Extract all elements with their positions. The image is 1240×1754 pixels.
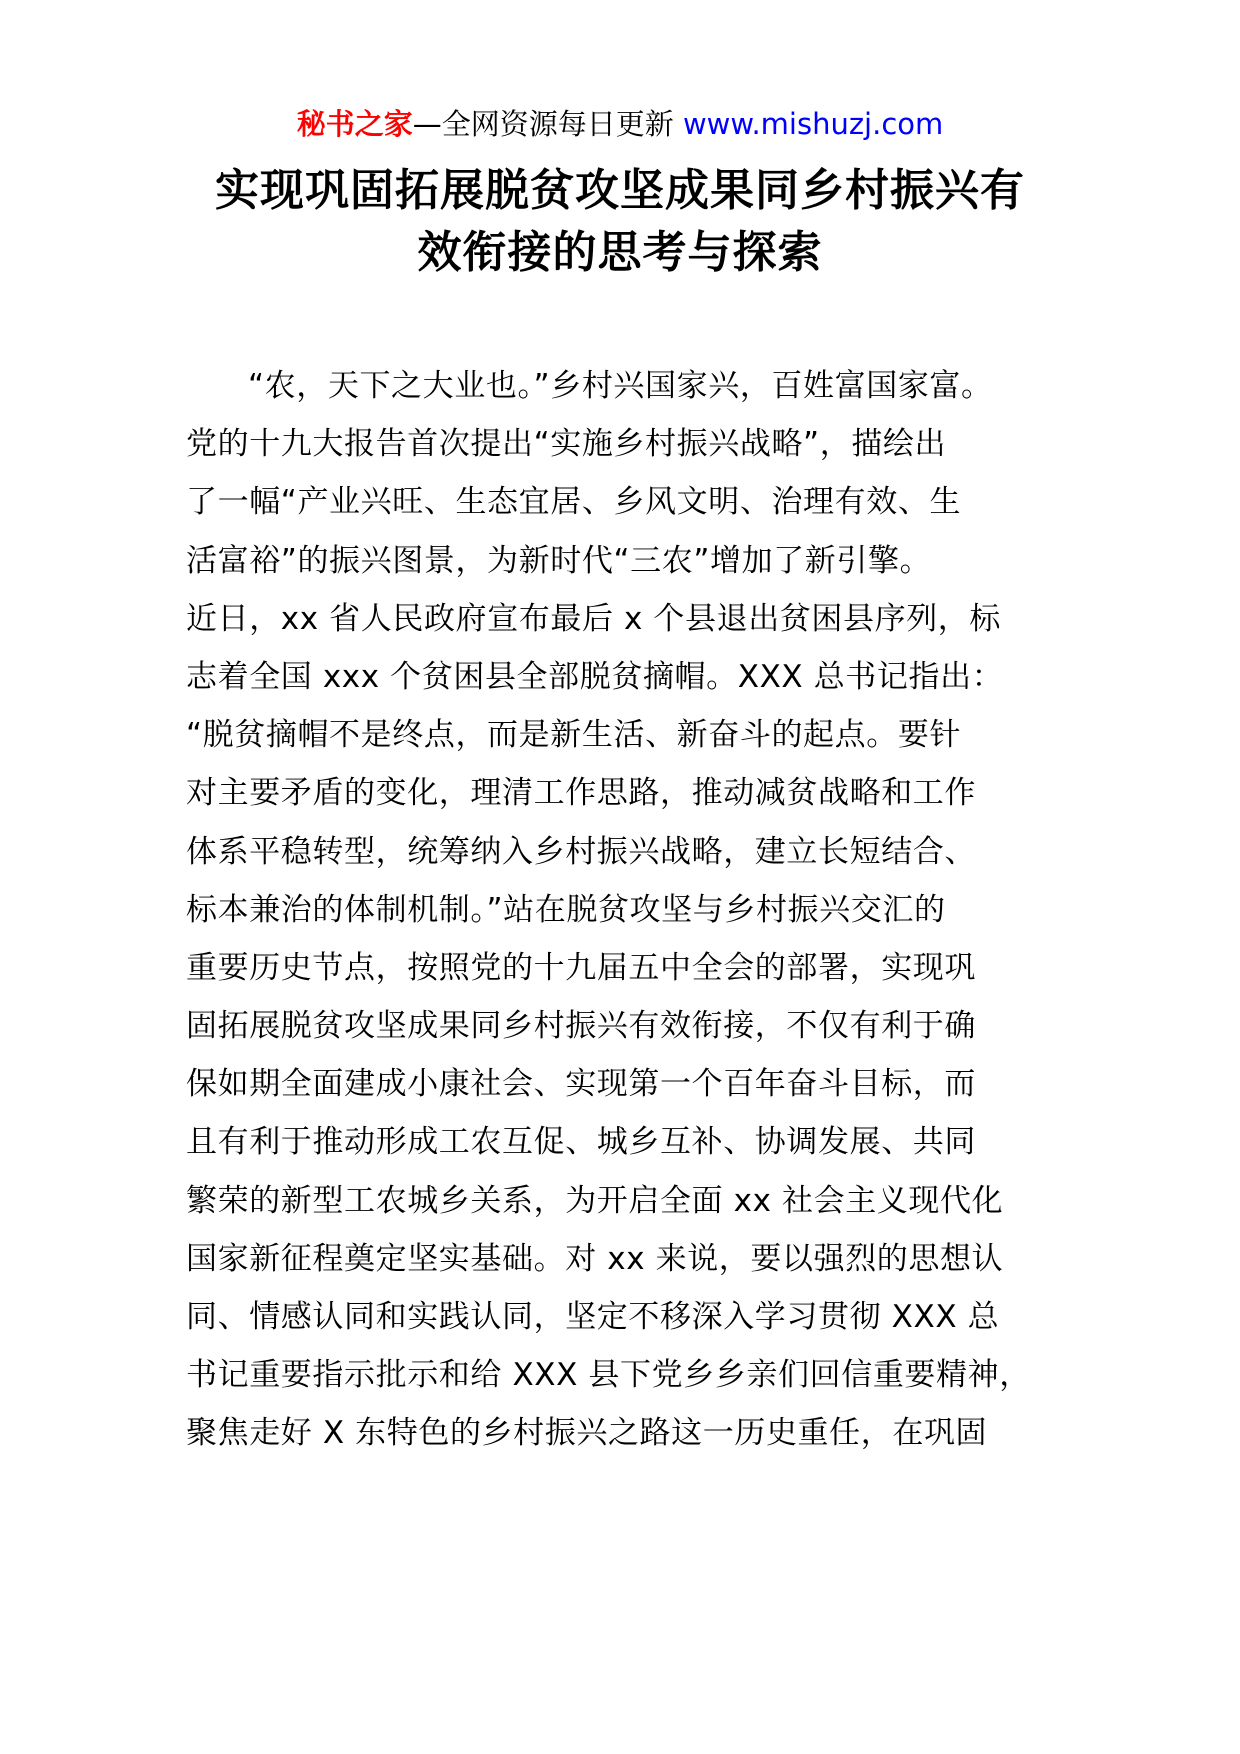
title-line: 实现巩固拓展脱贫攻坚成果同乡村振兴有: [215, 165, 1025, 216]
paragraph-line: “脱贫摘帽不是终点，而是新生活、新奋斗的起点。要针: [186, 717, 962, 754]
site-url-link[interactable]: www.mishuzj.com: [682, 107, 944, 141]
paragraph-line: 了一幅“产业兴旺、生态宜居、乡风文明、治理有效、生: [186, 484, 962, 521]
paragraph-line: 志着全国 xxx 个贫困县全部脱贫摘帽。XXX 总书记指出：: [186, 658, 1004, 695]
paragraph-line: 活富裕”的振兴图景，为新时代“三农”增加了新引擎。: [186, 542, 932, 579]
paragraph-line: 书记重要指示批示和给 XXX 县下党乡乡亲们回信重要精神，: [186, 1357, 1031, 1394]
paragraph-line: “农，天下之大业也。”乡村兴国家兴，百姓富国家富。: [248, 368, 993, 404]
paragraph-line: 且有利于推动形成工农互促、城乡互补、协调发展、共同: [186, 1124, 976, 1161]
paragraph-line: 对主要矛盾的变化，理清工作思路，推动减贫战略和工作: [186, 775, 976, 812]
document-body: [186, 357, 1066, 1463]
paragraph-line: 同、情感认同和实践认同，坚定不移深入学习贯彻 XXX 总: [186, 1299, 1000, 1335]
document-title: [100, 160, 1140, 284]
paragraph-line: 聚焦走好 X 东特色的乡村振兴之路这一历史重任，在巩固: [186, 1415, 988, 1452]
site-header: [0, 104, 1240, 144]
header-tagline: —全网资源每日更新: [412, 107, 674, 141]
paragraph-line: 体系平稳转型，统筹纳入乡村振兴战略，建立长短结合、: [186, 833, 976, 870]
paragraph-line: 固拓展脱贫攻坚成果同乡村振兴有效衔接，不仅有利于确: [186, 1008, 976, 1045]
paragraph-line: 近日，xx 省人民政府宣布最后 x 个县退出贫困县序列，标: [186, 600, 1001, 637]
paragraph-line: 重要历史节点，按照党的十九届五中全会的部署，实现巩: [186, 949, 976, 986]
title-line: 效衔接的思考与探索: [417, 227, 823, 278]
paragraph-line: 保如期全面建成小康社会、实现第一个百年奋斗目标，而: [186, 1066, 976, 1103]
paragraph-line: 标本兼治的体制机制。”站在脱贫攻坚与乡村振兴交汇的: [186, 891, 946, 928]
paragraph-line: 国家新征程奠定坚实基础。对 xx 来说，要以强烈的思想认: [186, 1240, 1004, 1277]
paragraph-line: 党的十九大报告首次提出“实施乡村振兴战略”，描绘出: [186, 426, 947, 463]
paragraph-line: 繁荣的新型工农城乡关系，为开启全面 xx 社会主义现代化: [186, 1182, 1004, 1219]
brand-name: 秘书之家: [296, 107, 413, 141]
